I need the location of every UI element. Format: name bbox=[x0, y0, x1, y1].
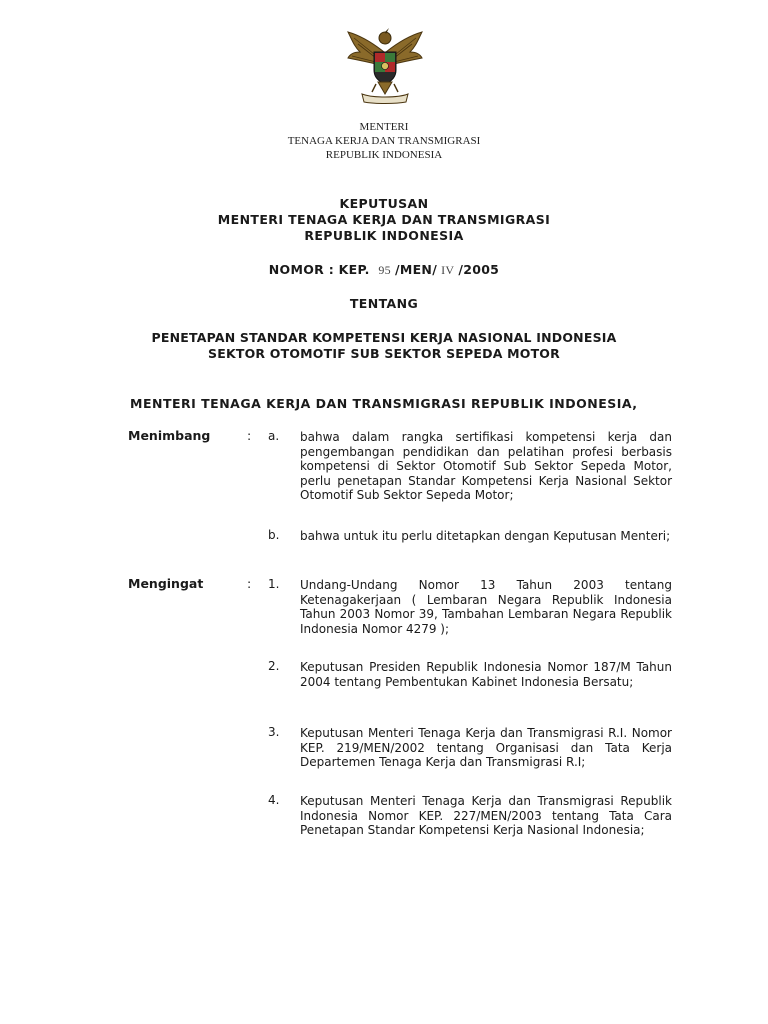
mengingat-marker-4: 4. bbox=[268, 793, 280, 807]
ministry-line-2: TENAGA KERJA DAN TRANSMIGRASI bbox=[287, 135, 481, 147]
mengingat-marker-1: 1. bbox=[268, 577, 280, 591]
minister-heading: MENTERI TENAGA KERJA DAN TRANSMIGRASI REPUBLIK INDONESIA, bbox=[130, 396, 638, 411]
garuda-emblem-icon bbox=[340, 22, 430, 106]
nomor-mid: /MEN/ bbox=[394, 262, 438, 277]
nomor-year: /2005 bbox=[458, 262, 500, 277]
menimbang-item-b: bahwa untuk itu perlu ditetapkan dengan Keputusan Menteri; bbox=[300, 529, 671, 543]
mengingat-item-1: Undang-Undang Nomor 13 Tahun 2003 tentang Ketenagakerjaan ( Lembaran Negara Republik Indonesia Tahun 2003 Nomor 39, Tambahan Lembaran Negara Republik Indonesia Nomor 4279 ); bbox=[300, 578, 672, 636]
subject-line-1: PENETAPAN STANDAR KOMPETENSI KERJA NASIONAL INDONESIA bbox=[151, 330, 617, 345]
ministry-header bbox=[0, 120, 768, 162]
mengingat-colon: : bbox=[247, 576, 252, 591]
ministry-line-1: MENTERI bbox=[359, 121, 409, 133]
mengingat-label: Mengingat bbox=[128, 576, 204, 591]
document-title bbox=[0, 196, 768, 244]
decree-number bbox=[0, 262, 768, 278]
ministry-line-3: REPUBLIK INDONESIA bbox=[325, 149, 443, 161]
title-line-1: KEPUTUSAN bbox=[339, 196, 429, 211]
subject-line-2: SEKTOR OTOMOTIF SUB SEKTOR SEPEDA MOTOR bbox=[208, 346, 560, 361]
mengingat-marker-2: 2. bbox=[268, 659, 280, 673]
menimbang-marker-a: a. bbox=[268, 429, 280, 443]
mengingat-item-2: Keputusan Presiden Republik Indonesia Nomor 187/M Tahun 2004 tentang Pembentukan Kabinet Indonesia Bersatu; bbox=[300, 660, 672, 689]
decree-subject bbox=[0, 330, 768, 362]
menimbang-marker-b: b. bbox=[268, 528, 280, 542]
nomor-number: 95 bbox=[378, 263, 391, 277]
mengingat-marker-3: 3. bbox=[268, 725, 280, 739]
mengingat-item-3: Keputusan Menteri Tenaga Kerja dan Transmigrasi R.I. Nomor KEP. 219/MEN/2002 tentang Organisasi dan Tata Kerja Departemen Tenaga Kerja dan Transmigrasi R.I; bbox=[300, 726, 672, 769]
menimbang-item-a: bahwa dalam rangka sertifikasi kompetensi kerja dan pengembangan pendidikan dan pelatihan profesi berbasis kompetensi di Sektor Otomotif Sub Sektor Sepeda Motor, perlu penetapan Standar Kompetensi Kerja Nasional Sektor Otomotif Sub Sektor Sepeda Motor; bbox=[300, 430, 672, 502]
title-line-2: MENTERI TENAGA KERJA DAN TRANSMIGRASI bbox=[217, 212, 551, 227]
mengingat-item-4: Keputusan Menteri Tenaga Kerja dan Transmigrasi Republik Indonesia Nomor KEP. 227/MEN/2003 tentang Tata Cara Penetapan Standar Kompetensi Kerja Nasional Indonesia; bbox=[300, 794, 672, 837]
tentang-label: TENTANG bbox=[349, 296, 419, 311]
menimbang-colon: : bbox=[247, 428, 252, 443]
nomor-month: IV bbox=[441, 263, 455, 277]
nomor-prefix: NOMOR : KEP. bbox=[268, 262, 370, 277]
title-line-3: REPUBLIK INDONESIA bbox=[304, 228, 464, 243]
menimbang-label: Menimbang bbox=[128, 428, 211, 443]
